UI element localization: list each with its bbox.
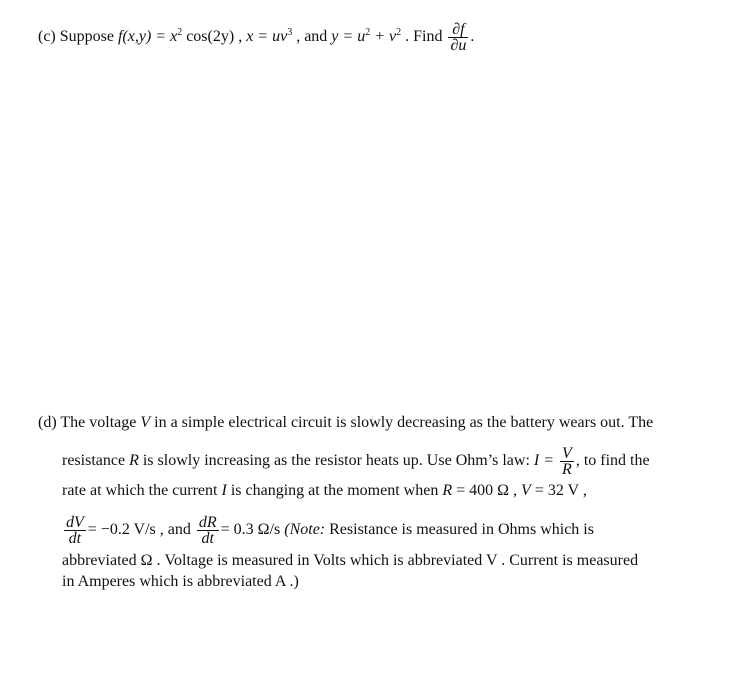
dv-dt-fraction [64, 515, 86, 546]
function-exp: 2 [177, 27, 183, 39]
function-f: f(x,y) [117, 28, 152, 46]
y-exp2: 2 [396, 27, 402, 39]
d-voltage-symbol: V [140, 414, 151, 431]
d-line2-c: , to find the [575, 452, 650, 470]
partial-derivative [448, 22, 468, 53]
d-line4-b: = 0.3 Ω/s [220, 521, 281, 539]
d-ohm-lhs: I = [533, 452, 555, 470]
x-definition: x = uv [246, 28, 288, 46]
dv-den: dt [68, 530, 82, 547]
d-line3-R: R [442, 482, 453, 499]
function-rhs: cos(2y) , [186, 28, 243, 46]
dr-dt-fraction [197, 515, 219, 546]
d-line3-d: = 32 V , [534, 482, 587, 499]
d-line6: in Amperes which is abbreviated A .) [62, 573, 299, 590]
y-mid: + v [374, 28, 397, 46]
d-line5: abbreviated Ω . Voltage is measured in Volts which is abbreviated V . Current is measured [62, 552, 639, 569]
d-current-symbol: I [221, 482, 227, 499]
problem-c-label: (c) Suppose [38, 28, 114, 46]
problem-d-line5 [62, 551, 638, 571]
x-tail: , and [296, 28, 328, 46]
problem-d-line3 [62, 481, 587, 501]
dr-den: dt [201, 530, 214, 547]
problem-c-end: . [470, 28, 475, 46]
ohm-num: V [562, 445, 572, 462]
problem-c [38, 22, 474, 53]
d-line3-V: V [521, 482, 531, 499]
problem-d-line1 [38, 413, 653, 433]
find-label: Find [413, 28, 443, 46]
dv-num: dV [66, 514, 84, 531]
problem-d-line4 [62, 515, 594, 546]
ohm-fraction [560, 446, 574, 477]
d-line3-b: is changing at the moment when [230, 482, 439, 499]
y-tail: . [405, 28, 410, 46]
d-line4-a: = −0.2 V/s , and [87, 521, 191, 539]
dr-num: dR [198, 514, 217, 531]
problem-d-line2 [62, 446, 650, 477]
ohm-den: R [562, 461, 572, 478]
d-line3-c: = 400 Ω , [456, 482, 518, 499]
function-eq: = x [155, 28, 178, 46]
y-definition: y = u [331, 28, 366, 46]
y-exp1: 2 [365, 27, 371, 39]
problem-d-line6 [62, 572, 299, 592]
partial-num: ∂f [448, 22, 468, 38]
d-line1-b: in a simple electrical circuit is slowly decreasing as the battery wears out. The [154, 414, 654, 431]
d-note-label: (Note: [284, 521, 326, 539]
x-exp: 3 [287, 27, 293, 39]
d-line2-b: is slowly increasing as the resistor heats up. Use Ohm’s law: [142, 452, 530, 470]
d-line3-a: rate at which the current [62, 482, 218, 499]
d-note-text: Resistance is measured in Ohms which is [329, 521, 594, 539]
d-line1-a: (d) The voltage [38, 414, 137, 431]
partial-den: ∂u [450, 37, 467, 54]
d-resistance-symbol: R [129, 452, 139, 470]
d-line2-a: resistance [62, 452, 126, 470]
